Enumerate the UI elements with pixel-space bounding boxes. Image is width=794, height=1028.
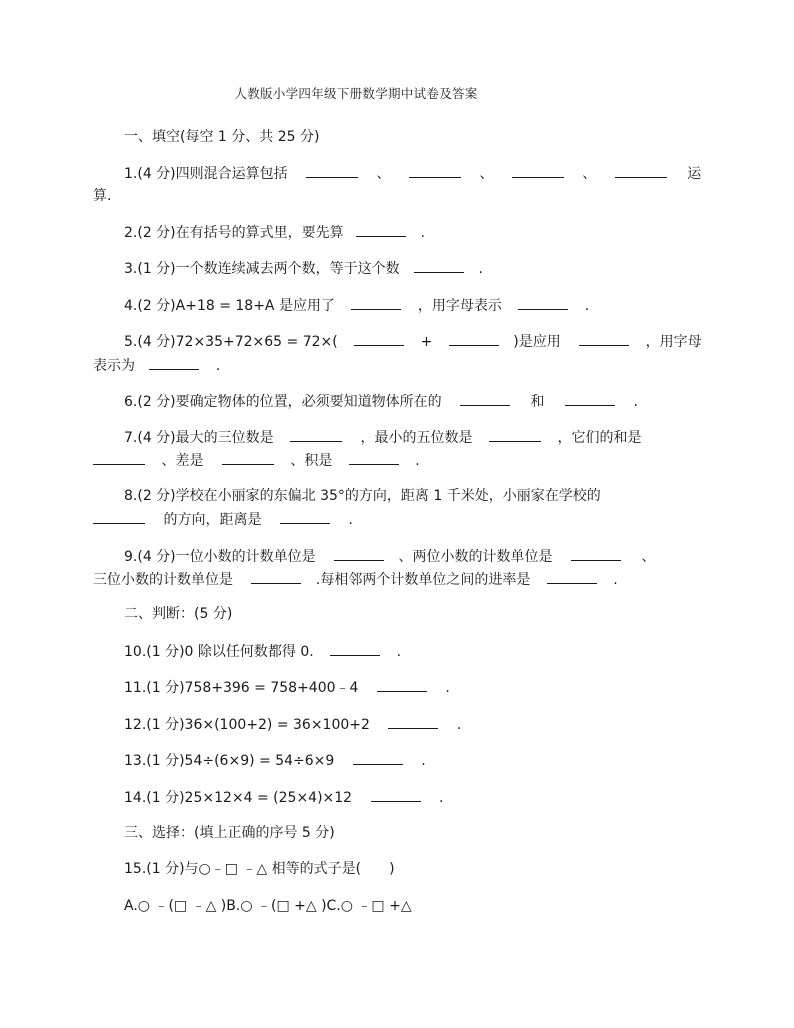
question-7 xyxy=(124,427,641,448)
q13-text: 13.(1 分)54÷(6×9) = 54÷6×9 xyxy=(124,753,335,769)
blank xyxy=(354,331,404,346)
period: . xyxy=(456,717,462,733)
question-1-cont: 算. xyxy=(93,188,112,204)
period: . xyxy=(215,358,221,374)
blank xyxy=(460,391,510,406)
blank xyxy=(93,509,145,524)
question-8-cont xyxy=(93,509,353,530)
q4-text: 4.(2 分)A+18 = 18+A 是应用了 xyxy=(124,298,335,314)
period: . xyxy=(478,261,483,277)
q1-end: 运 xyxy=(687,166,702,182)
blank xyxy=(489,427,541,442)
blank xyxy=(409,163,461,178)
q7-text: 7.(4 分)最大的三位数是 xyxy=(124,430,274,446)
blank xyxy=(93,450,145,465)
period: . xyxy=(421,753,426,769)
q10-text: 10.(1 分)0 除以任何数都得 0. xyxy=(124,644,314,660)
period: . xyxy=(415,453,420,469)
blank xyxy=(388,714,438,729)
q4-text-2: ，用字母表示 xyxy=(417,298,502,314)
blank xyxy=(371,787,421,802)
q9-text-4: .每相邻两个计数单位之间的进率是 xyxy=(315,572,531,588)
period: . xyxy=(439,790,444,806)
q11-text: 11.(1 分)758+396 = 758+400﹣4 xyxy=(124,680,359,696)
question-7-cont xyxy=(93,450,420,471)
q12-text: 12.(1 分)36×(100+2) = 36×100+2 xyxy=(124,717,370,733)
question-6 xyxy=(124,391,638,412)
period: . xyxy=(420,225,425,241)
blank xyxy=(353,750,403,765)
section-3-heading: 三、选择：(填上正确的序号 5 分) xyxy=(124,825,335,841)
blank xyxy=(349,450,399,465)
period: . xyxy=(348,512,353,528)
blank xyxy=(280,509,330,524)
blank xyxy=(565,391,615,406)
blank xyxy=(251,569,301,584)
q7-text-5: 、积是 xyxy=(290,453,333,469)
question-12 xyxy=(124,714,461,735)
blank xyxy=(351,295,401,310)
q9-text: 9.(4 分)一位小数的计数单位是 xyxy=(124,549,316,565)
question-1 xyxy=(124,163,701,184)
question-10 xyxy=(124,641,401,662)
section-2-heading: 二、判断：(5 分) xyxy=(124,606,233,622)
question-8: 8.(2 分)学校在小丽家的东偏北 35°的方向，距离 1 千米处，小丽家在学校的 xyxy=(124,488,601,504)
question-14 xyxy=(124,787,443,808)
period: . xyxy=(613,572,618,588)
period: . xyxy=(396,644,402,660)
q5-text-4: 表示为 xyxy=(93,358,135,374)
q9-text-3: 三位小数的计数单位是 xyxy=(93,572,233,588)
q7-text-3: ，它们的和是 xyxy=(557,430,642,446)
plus: + xyxy=(420,334,433,350)
q5-text-3: ，用字母 xyxy=(645,334,702,350)
blank xyxy=(306,163,358,178)
blank xyxy=(615,163,667,178)
period: . xyxy=(633,394,638,410)
q3-text: 3.(1 分)一个数连续减去两个数，等于这个数 xyxy=(124,261,400,277)
q7-text-4: 、差是 xyxy=(161,453,204,469)
blank xyxy=(547,569,597,584)
blank xyxy=(222,450,274,465)
question-3 xyxy=(124,258,483,279)
separator: 、 xyxy=(641,549,656,565)
period: . xyxy=(445,680,450,696)
blank xyxy=(149,355,199,370)
question-9 xyxy=(124,546,655,567)
blank xyxy=(579,331,629,346)
q5-text: 5.(4 分)72×35+72×65 = 72×( xyxy=(124,334,338,350)
period: . xyxy=(584,298,590,314)
q9-text-2: 、两位小数的计数单位是 xyxy=(398,549,553,565)
question-15: 15.(1 分)与○﹣□ ﹣△ 相等的式子是( ) xyxy=(124,861,395,877)
blank xyxy=(290,427,342,442)
blank xyxy=(512,163,564,178)
q14-text: 14.(1 分)25×12×4 = (25×4)×12 xyxy=(124,790,353,806)
q5-text-2: )是应用 xyxy=(513,334,561,350)
question-4 xyxy=(124,295,589,316)
question-2 xyxy=(124,222,425,243)
blank xyxy=(449,331,499,346)
blank xyxy=(334,546,384,561)
question-15-options: A.○ ﹣(□ ﹣△ )B.○ ﹣(□ +△ )C.○ ﹣□ +△ xyxy=(124,898,412,914)
blank xyxy=(571,546,621,561)
q7-text-2: ，最小的五位数是 xyxy=(360,430,473,446)
section-1-heading: 一、填空(每空 1 分、共 25 分) xyxy=(124,129,320,145)
separator: 、 xyxy=(479,166,494,182)
page-title: 人教版小学四年级下册数学期中试卷及答案 xyxy=(234,86,478,101)
q8-text-2: 的方向，距离是 xyxy=(163,512,262,528)
question-11 xyxy=(124,677,450,698)
q1-text: 1.(4 分)四则混合运算包括 xyxy=(124,166,288,182)
q2-text: 2.(2 分)在有括号的算式里，要先算 xyxy=(124,225,344,241)
question-5-cont xyxy=(93,355,220,376)
question-13 xyxy=(124,750,426,771)
blank xyxy=(377,677,427,692)
separator: 、 xyxy=(376,166,391,182)
blank xyxy=(414,258,464,273)
blank xyxy=(518,295,568,310)
separator: 、 xyxy=(582,166,597,182)
q6-text: 6.(2 分)要确定物体的位置，必须要知道物体所在的 xyxy=(124,394,442,410)
blank xyxy=(356,222,406,237)
question-5 xyxy=(124,331,702,352)
q6-and: 和 xyxy=(530,394,545,410)
blank xyxy=(330,641,380,656)
question-9-cont xyxy=(93,569,618,590)
